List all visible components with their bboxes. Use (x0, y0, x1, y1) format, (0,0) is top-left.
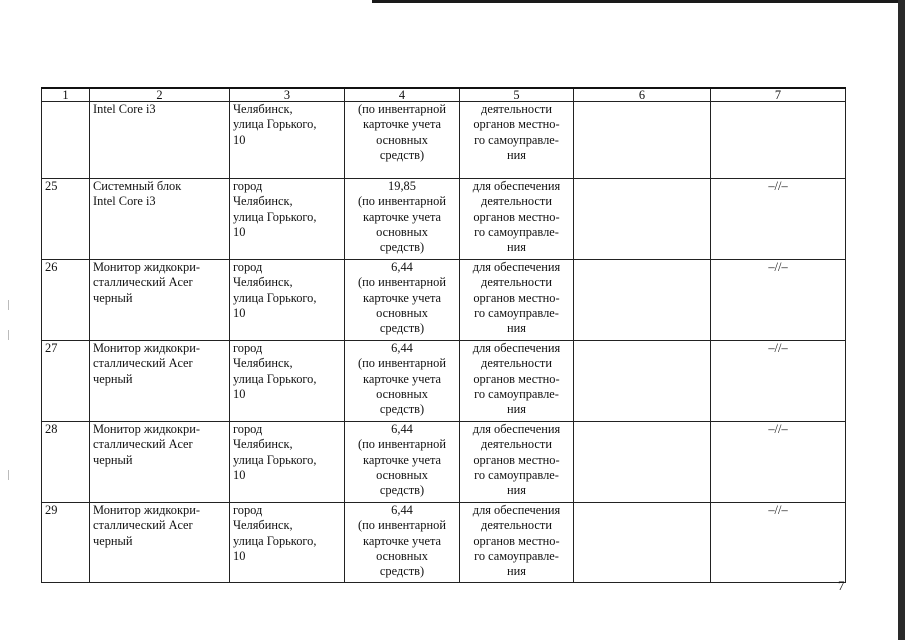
cell-line: органов местно- (473, 452, 560, 467)
cell-line: карточке учета (362, 452, 442, 467)
cell-line: Челябинск, (233, 102, 293, 116)
value-cell (345, 503, 460, 583)
address-cell (230, 422, 345, 503)
cell-line: го самоуправле- (474, 467, 559, 482)
cell-line: черный (93, 290, 133, 305)
row-number-cell (42, 102, 90, 179)
cell-line: ния (507, 402, 526, 417)
column-6-cell (574, 422, 711, 503)
cell-line: Intel Core i3 (93, 102, 156, 116)
cell-line: черный (93, 371, 133, 386)
row-number-cell: 27 (42, 341, 90, 422)
cell-line: средств) (379, 321, 425, 336)
column-number: 2 (90, 88, 230, 102)
cell-line: карточке учета (362, 533, 442, 548)
cell-line: Монитор жидкокри- (93, 341, 200, 355)
page-number: 7 (838, 578, 845, 593)
address-cell (230, 503, 345, 583)
cell-line: для обеспечения (472, 179, 561, 193)
cell-line: органов местно- (473, 117, 560, 132)
purpose-cell (460, 341, 574, 422)
cell-line: ния (507, 147, 526, 162)
cell-line: го самоуправле- (474, 305, 559, 320)
scan-mark (8, 470, 9, 480)
cell-line: Монитор жидкокри- (93, 422, 200, 436)
cell-line: 10 (233, 467, 246, 482)
item-name-cell (90, 102, 230, 179)
cell-line: 10 (233, 386, 246, 401)
cell-line: для обеспечения (472, 341, 561, 355)
value-cell (345, 179, 460, 260)
cell-line: го самоуправле- (474, 386, 559, 401)
scan-edge-right (898, 0, 905, 640)
cell-line: для обеспечения (472, 260, 561, 274)
item-name-cell (90, 260, 230, 341)
cell-line: Intel Core i3 (93, 194, 156, 209)
column-6-cell (574, 260, 711, 341)
item-name-cell (90, 341, 230, 422)
ditto-mark-cell: –//– (711, 341, 846, 422)
cell-line: Челябинск, (233, 437, 293, 452)
item-name-cell (90, 422, 230, 503)
cell-line: город (233, 341, 263, 355)
cell-line: для обеспечения (472, 503, 561, 517)
value-cell (345, 341, 460, 422)
cell-line: средств) (379, 147, 425, 162)
purpose-cell (460, 179, 574, 260)
cell-line: город (233, 260, 263, 274)
column-number-row (42, 88, 846, 102)
purpose-cell (460, 260, 574, 341)
cell-line: го самоуправле- (474, 224, 559, 239)
item-name-cell (90, 179, 230, 260)
cell-line: деятельности (481, 102, 552, 116)
cell-line: (по инвентарной (358, 437, 446, 452)
cell-line: 10 (233, 224, 246, 239)
column-6-cell (574, 179, 711, 260)
cell-line: черный (93, 452, 133, 467)
cell-line: 6,44 (391, 341, 413, 355)
scan-mark (8, 300, 9, 310)
ditto-mark-cell: –//– (711, 179, 846, 260)
cell-line: Системный блок (93, 179, 182, 193)
property-register-table (41, 87, 846, 583)
column-number: 4 (345, 88, 460, 102)
cell-line: основных (376, 467, 428, 482)
cell-line: деятельности (481, 275, 552, 290)
table-row (42, 102, 846, 179)
cell-line: карточке учета (362, 290, 442, 305)
address-cell (230, 179, 345, 260)
cell-line: средств) (379, 564, 425, 579)
cell-line: го самоуправле- (474, 548, 559, 563)
cell-line: карточке учета (362, 371, 442, 386)
cell-line: 6,44 (391, 260, 413, 274)
cell-line: Монитор жидкокри- (93, 503, 200, 517)
address-cell (230, 341, 345, 422)
value-cell (345, 102, 460, 179)
cell-line: Челябинск, (233, 275, 293, 290)
cell-line: основных (376, 224, 428, 239)
cell-line: город (233, 503, 263, 517)
column-number: 5 (460, 88, 574, 102)
column-number: 7 (711, 88, 846, 102)
cell-line: (по инвентарной (358, 356, 446, 371)
table-row (42, 503, 846, 583)
cell-line: органов местно- (473, 533, 560, 548)
ditto-mark-cell: –//– (711, 260, 846, 341)
value-cell (345, 260, 460, 341)
cell-line: улица Горького, (233, 533, 317, 548)
cell-line: (по инвентарной (358, 102, 446, 116)
table-row (42, 341, 846, 422)
cell-line: для обеспечения (472, 422, 561, 436)
row-number-cell: 28 (42, 422, 90, 503)
cell-line: 6,44 (391, 422, 413, 436)
cell-line: сталлический Acer (93, 275, 193, 290)
cell-line: улица Горького, (233, 452, 317, 467)
cell-line: основных (376, 386, 428, 401)
row-number-cell: 25 (42, 179, 90, 260)
cell-line: город (233, 422, 263, 436)
cell-line: 19,85 (388, 179, 416, 193)
cell-line: основных (376, 548, 428, 563)
cell-line: (по инвентарной (358, 518, 446, 533)
cell-line: улица Горького, (233, 371, 317, 386)
value-cell (345, 422, 460, 503)
table-row (42, 422, 846, 503)
column-number: 3 (230, 88, 345, 102)
cell-line: 6,44 (391, 503, 413, 517)
cell-line: Челябинск, (233, 518, 293, 533)
column-6-cell (574, 503, 711, 583)
cell-line: основных (376, 305, 428, 320)
scan-edge-top (372, 0, 905, 3)
table-row (42, 260, 846, 341)
purpose-cell (460, 503, 574, 583)
column-6-cell (574, 341, 711, 422)
cell-line: карточке учета (362, 209, 442, 224)
purpose-cell (460, 102, 574, 179)
cell-line: деятельности (481, 437, 552, 452)
table-row (42, 179, 846, 260)
cell-line: (по инвентарной (358, 194, 446, 209)
cell-line: Челябинск, (233, 356, 293, 371)
row-number-cell: 26 (42, 260, 90, 341)
ditto-mark-cell (711, 102, 846, 179)
cell-line: го самоуправле- (474, 132, 559, 147)
purpose-cell (460, 422, 574, 503)
ditto-mark-cell: –//– (711, 503, 846, 583)
cell-line: основных (376, 132, 428, 147)
column-6-cell (574, 102, 711, 179)
row-number-cell: 29 (42, 503, 90, 583)
cell-line: средств) (379, 483, 425, 498)
cell-line: сталлический Acer (93, 437, 193, 452)
scan-mark (8, 330, 9, 340)
cell-line: улица Горького, (233, 209, 317, 224)
cell-line: сталлический Acer (93, 518, 193, 533)
cell-line: сталлический Acer (93, 356, 193, 371)
cell-line: улица Горького, (233, 290, 317, 305)
cell-line: деятельности (481, 356, 552, 371)
cell-line: 10 (233, 132, 246, 147)
cell-line: улица Горького, (233, 117, 317, 132)
cell-line: деятельности (481, 194, 552, 209)
address-cell (230, 260, 345, 341)
item-name-cell (90, 503, 230, 583)
address-cell (230, 102, 345, 179)
cell-line: средств) (379, 402, 425, 417)
cell-line: деятельности (481, 518, 552, 533)
cell-line: органов местно- (473, 371, 560, 386)
cell-line: 10 (233, 548, 246, 563)
ditto-mark-cell: –//– (711, 422, 846, 503)
cell-line: Челябинск, (233, 194, 293, 209)
cell-line: ния (507, 564, 526, 579)
cell-line: карточке учета (362, 117, 442, 132)
cell-line: 10 (233, 305, 246, 320)
column-number: 6 (574, 88, 711, 102)
cell-line: город (233, 179, 263, 193)
cell-line: ния (507, 483, 526, 498)
cell-line: органов местно- (473, 209, 560, 224)
cell-line: черный (93, 533, 133, 548)
cell-line: ния (507, 240, 526, 255)
cell-line: Монитор жидкокри- (93, 260, 200, 274)
cell-line: органов местно- (473, 290, 560, 305)
cell-line: средств) (379, 240, 425, 255)
cell-line: (по инвентарной (358, 275, 446, 290)
column-number: 1 (42, 88, 90, 102)
cell-line: ния (507, 321, 526, 336)
